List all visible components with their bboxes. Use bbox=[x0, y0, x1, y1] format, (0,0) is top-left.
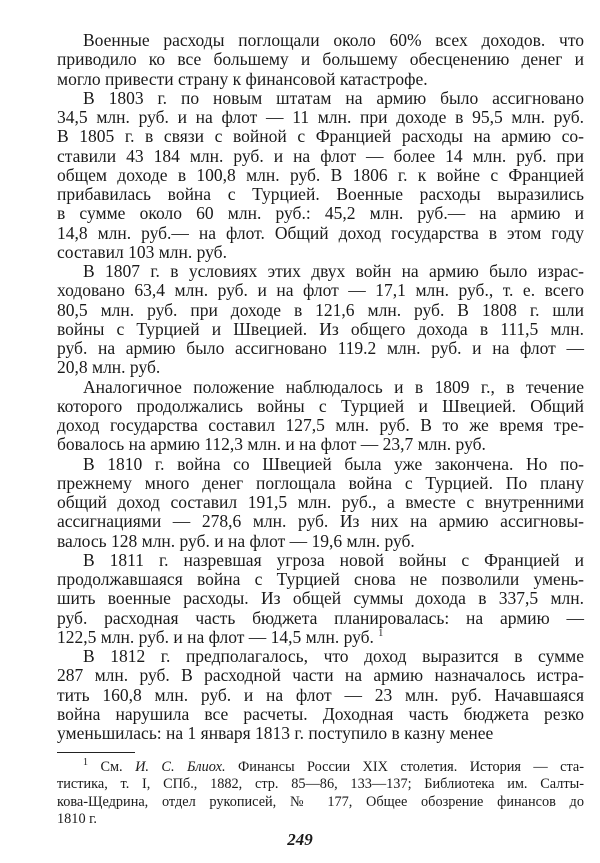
text-line bbox=[57, 339, 584, 358]
line-text: руб. расходная часть бюджета планировалась: на армию — bbox=[57, 607, 584, 628]
text-line bbox=[57, 108, 584, 127]
text-line bbox=[57, 31, 584, 50]
line-text: которого продолжались войны с Турцией и Швецией. Общий bbox=[57, 395, 584, 416]
text-line bbox=[57, 301, 584, 320]
text-line bbox=[57, 474, 584, 493]
line-text: В 1812 г. предполагалось, что доход выразится в сумме bbox=[83, 646, 584, 666]
line-text: война нарушила все расчеты. Доходная часть бюджета резко bbox=[57, 703, 584, 724]
text-line bbox=[57, 512, 584, 531]
line-text: общий доход составил 191,5 млн. руб., а вместе с внутренними bbox=[57, 492, 584, 512]
footnote-line: 1810 г. bbox=[57, 810, 97, 827]
footnote-line: тистика, т. I, СПб., 1882, стр. 85—86, 133—137; Библиотека им. Салты- bbox=[57, 776, 584, 793]
paragraph bbox=[57, 378, 584, 455]
line-text: В 1803 г. по новым штатам на армию было ассигновано bbox=[83, 87, 584, 108]
text-line bbox=[57, 416, 584, 435]
text-line bbox=[57, 589, 584, 608]
line-text: В 1811 г. назревшая угроза новой войны с Францией и bbox=[83, 549, 584, 570]
line-text: 80,5 млн. руб. при доходе в 121,6 млн. руб. В 1808 г. шли bbox=[57, 299, 584, 320]
text-line bbox=[57, 686, 584, 705]
text-line bbox=[57, 243, 584, 262]
paragraph bbox=[57, 551, 584, 647]
text-line bbox=[57, 204, 584, 223]
line-text: составил 103 млн. руб. bbox=[57, 241, 227, 262]
footnote-prefix: См. bbox=[100, 759, 123, 775]
line-text: 287 млн. руб. В расходной части на армию назначалось истра- bbox=[57, 665, 584, 686]
text-line bbox=[57, 724, 584, 743]
line-text: В 1807 г. в условиях этих двух войн на армию было израс- bbox=[83, 261, 584, 281]
footnote-divider bbox=[57, 752, 135, 753]
text-line bbox=[57, 570, 584, 589]
line-text: могло привести страну к финансовой катастрофе. bbox=[57, 68, 428, 89]
line-text: бовалось на армию 112,3 млн. и на флот — 23,7 млн. руб. bbox=[57, 434, 486, 455]
text-line bbox=[57, 378, 584, 397]
body-text bbox=[57, 31, 584, 743]
line-text: прибавилась война с Турцией. Военные расходы выразились bbox=[57, 184, 584, 204]
line-text: валось 128 млн. руб. и на флот — 19,6 млн. руб. bbox=[57, 530, 415, 551]
text-line bbox=[57, 70, 584, 89]
text-line bbox=[57, 609, 584, 628]
footnote-marker: 1 bbox=[83, 757, 88, 769]
line-text: в сумме около 60 млн. руб.: 45,2 млн. руб.— на армию и bbox=[57, 203, 584, 224]
line-text: прежнему много денег поглощала война с Турцией. По плану bbox=[57, 472, 584, 493]
paragraph bbox=[57, 262, 584, 378]
line-text: ставили 43 184 млн. руб. и на флот — более 14 млн. руб. при bbox=[57, 145, 584, 166]
line-text: руб. на армию было ассигновано 119.2 млн. руб. и на флот — bbox=[57, 338, 584, 358]
line-text: ассигнациями — 278,6 млн. руб. Из них на армию ассигновы- bbox=[57, 511, 584, 532]
text-line bbox=[57, 262, 584, 281]
paragraph bbox=[57, 647, 584, 743]
text-line bbox=[57, 397, 584, 416]
footnote-text: Финансы России XIX столетия. История — ста- bbox=[238, 759, 585, 775]
text-line bbox=[57, 358, 584, 377]
text-line bbox=[57, 281, 584, 300]
footnote-reference[interactable]: 1 bbox=[378, 627, 384, 639]
text-line bbox=[57, 50, 584, 69]
text-line bbox=[57, 551, 584, 570]
line-text: 34,5 млн. руб. и на флот — 11 млн. при доходе в 95,5 млн. руб. bbox=[57, 107, 584, 127]
paragraph bbox=[57, 31, 584, 89]
line-text: доход государства составил 127,5 млн. руб. В то же время тре- bbox=[57, 415, 584, 435]
line-text: Аналогичное положение наблюдалось и в 1809 г., в течение bbox=[83, 376, 584, 397]
line-text: 20,8 млн. руб. bbox=[57, 357, 161, 378]
line-text: уменьшилась: на 1 января 1813 г. поступило в казну менее bbox=[57, 723, 494, 743]
page-number: 249 bbox=[287, 830, 313, 849]
text-line bbox=[57, 147, 584, 166]
text-line bbox=[57, 628, 584, 647]
paragraph bbox=[57, 89, 584, 262]
line-text: В 1805 г. в связи с войной с Францией расходы на армию со- bbox=[57, 126, 584, 147]
text-line bbox=[57, 532, 584, 551]
line-text: приводило ко все большему и большему обесценению денег и bbox=[57, 49, 584, 70]
line-text: 122,5 млн. руб. и на флот — 14,5 млн. руб. bbox=[57, 626, 374, 647]
line-text: общем доходе в 100,8 млн. руб. В 1806 г. к войне с Францией bbox=[57, 164, 584, 185]
footnote-author: И. С. Блиох. bbox=[135, 759, 226, 775]
text-line bbox=[57, 127, 584, 146]
text-line bbox=[57, 705, 584, 724]
line-text: ходовано 63,4 млн. руб. и на флот — 17,1 млн. руб., т. е. всего bbox=[57, 280, 584, 301]
line-text: шить военные расходы. Из общей суммы дохода в 337,5 млн. bbox=[57, 588, 584, 609]
text-line bbox=[57, 320, 584, 339]
line-text: войны с Турцией и Швецией. Из общего дохода в 111,5 млн. bbox=[57, 318, 584, 339]
line-text: Военные расходы поглощали около 60% всех доходов. что bbox=[83, 30, 584, 50]
text-line bbox=[57, 166, 584, 185]
paragraph bbox=[57, 455, 584, 551]
footnote-line: кова-Щедрина, отдел рукописей, № 177, Общее обозрение финансов до bbox=[57, 793, 584, 810]
text-line bbox=[57, 185, 584, 204]
text-line bbox=[57, 224, 584, 243]
text-line bbox=[57, 493, 584, 512]
footnote bbox=[57, 759, 584, 828]
footnote-line bbox=[57, 759, 584, 776]
text-line bbox=[57, 647, 584, 666]
text-line bbox=[57, 89, 584, 108]
text-line bbox=[57, 666, 584, 685]
line-text: тить 160,8 млн. руб. и на флот — 23 млн. руб. Начавшаяся bbox=[57, 684, 584, 705]
text-line bbox=[57, 455, 584, 474]
line-text: В 1810 г. война со Швецией была уже закончена. Но по- bbox=[83, 453, 584, 474]
line-text: 14,8 млн. руб.— на флот. Общий доход государства в этом году bbox=[57, 222, 584, 243]
line-text: продолжавшаяся война с Турцией снова не позволили умень- bbox=[57, 569, 584, 589]
text-line bbox=[57, 435, 584, 454]
